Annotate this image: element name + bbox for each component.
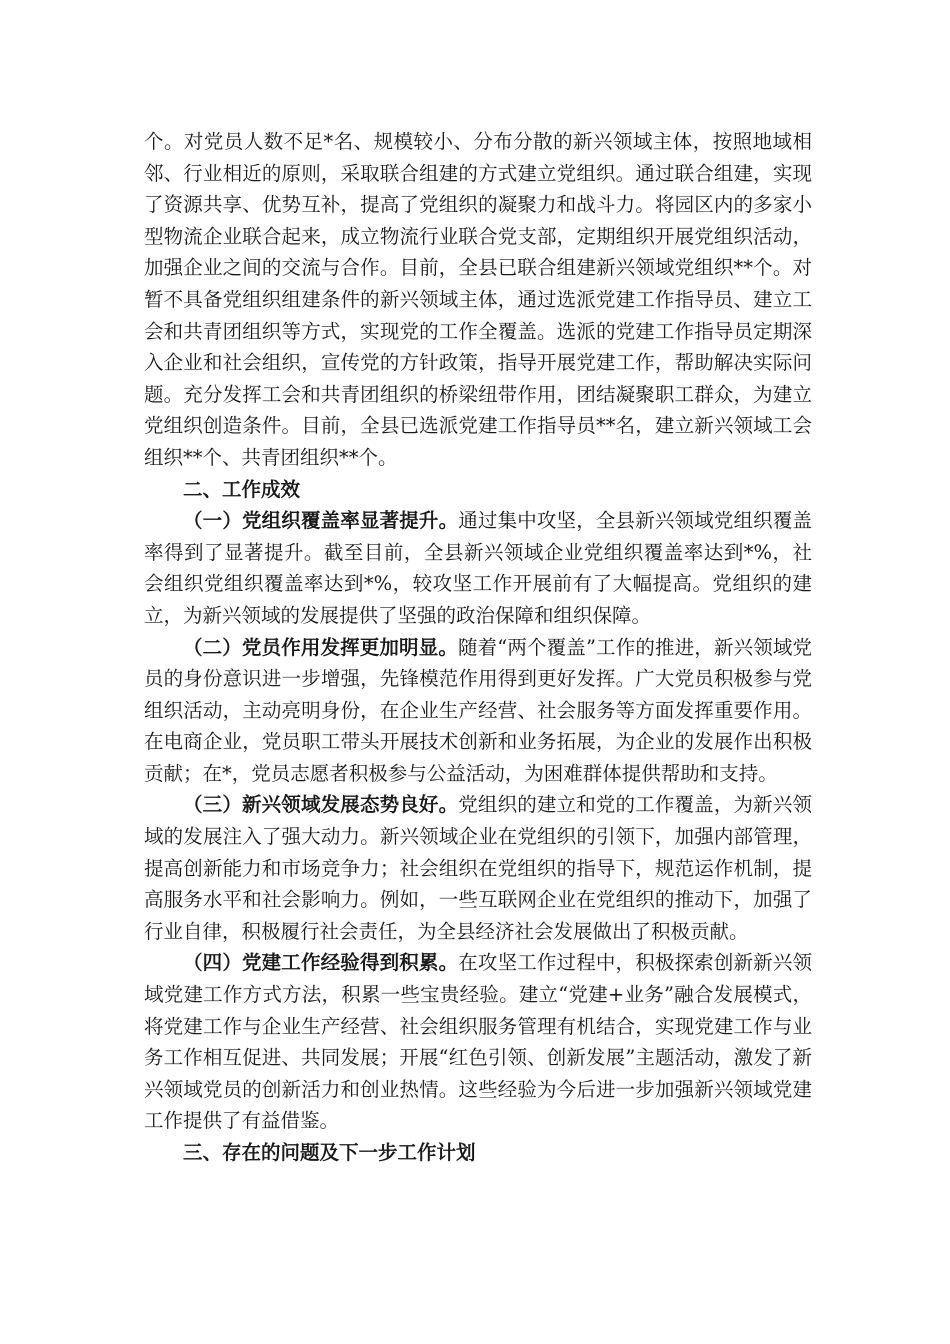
- result-paragraph-3: [144, 789, 812, 947]
- result-lead-2: （二）党员作用发挥更加明显。: [183, 635, 458, 659]
- document-page: [144, 126, 812, 1169]
- result-body-3: 党组织的建立和党的工作覆盖，为新兴领域的发展注入了强大动力。新兴领域企业在党组织的引领下，加强内部管理，提高创新能力和市场竞争力；社会组织在党组织的指导下，规范运作机制，提高服务水平和社会影响力。例如，一些互联网企业在党组织的推动下，加强了行业自律，积极履行社会责任，为全县经济社会发展做出了积极贡献。: [144, 793, 812, 943]
- result-lead-3: （三）新兴领域发展态势良好。: [183, 793, 459, 817]
- section-heading-problems: 三、存在的问题及下一步工作计划: [183, 1141, 476, 1164]
- result-lead-1: （一）党组织覆盖率显著提升。: [183, 509, 459, 533]
- result-paragraph-1: [144, 505, 812, 631]
- intro-paragraph: 个。对党员人数不足*名、规模较小、分布分散的新兴领域主体，按照地域相邻、行业相近的原则，采取联合组建的方式建立党组织。通过联合组建，实现了资源共享、优势互补，提高了党组织的凝聚力和战斗力。将园区内的多家小型物流企业联合起来，成立物流行业联合党支部，定期组织开展党组织活动，加强企业之间的交流与合作。目前，全县已联合组建新兴领域党组织**个。对暂不具备党组织组建条件的新兴领域主体，通过选派党建工作指导员、建立工会和共青团组织等方式，实现党的工作全覆盖。选派的党建工作指导员定期深入企业和社会组织，宣传党的方针政策，指导开展党建工作，帮助解决实际问题。充分发挥工会和共青团组织的桥梁纽带作用，团结凝聚职工群众，为建立党组织创造条件。目前，全县已选派党建工作指导员**名，建立新兴领域工会组织**个、共青团组织**个。: [144, 130, 812, 469]
- result-lead-4: （四）党建工作经验得到积累。: [183, 951, 459, 975]
- result-body-4: 在攻坚工作过程中，积极探索创新新兴领域党建工作方式方法，积累一些宝贵经验。建立“党建+业务”融合发展模式，将党建工作与企业生产经营、社会组织服务管理有机结合，实现党建工作与业务工作相互促进、共同发展；开展“红色引领、创新发展”主题活动，激发了新兴领域党员的创新活力和创业热情。这些经验为今后进一步加强新兴领域党建工作提供了有益借鉴。: [144, 951, 812, 1133]
- result-paragraph-4: [144, 947, 812, 1137]
- result-body-2: 随着“两个覆盖”工作的推进，新兴领域党员的身份意识进一步增强，先锋模范作用得到更好发挥。广大党员积极参与党组织活动，主动亮明身份，在企业生产经营、社会服务等方面发挥重要作用。在电商企业，党员职工带头开展技术创新和业务拓展，为企业的发展作出积极贡献；在*，党员志愿者积极参与公益活动，为困难群体提供帮助和支持。: [144, 635, 812, 785]
- result-body-1: 通过集中攻坚，全县新兴领域党组织覆盖率得到了显著提升。截至目前，全县新兴领域企业党组织覆盖率达到*%，社会组织党组织覆盖率达到*%，较攻坚工作开展前有了大幅提高。党组织的建立，为新兴领域的发展提供了坚强的政治保障和组织保障。: [144, 509, 812, 627]
- section-heading-results: 二、工作成效: [183, 477, 301, 501]
- result-paragraph-2: [144, 632, 812, 790]
